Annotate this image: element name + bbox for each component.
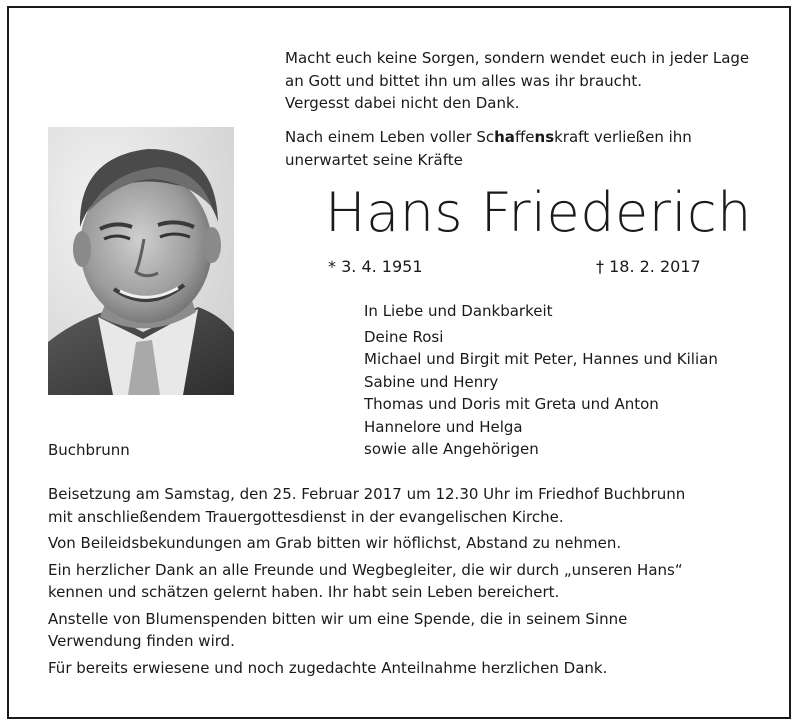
- deceased-name: Hans Friederich: [325, 181, 752, 244]
- funeral-info: [48, 483, 685, 528]
- donation-info: [48, 608, 685, 653]
- portrait-photo: [48, 127, 234, 395]
- intro-bold-segment: ha: [494, 128, 515, 146]
- mourner-entry: sowie alle Angehörigen: [364, 440, 539, 458]
- verse-line: Vergesst dabei nicht den Dank.: [285, 94, 520, 112]
- birth-date: * 3. 4. 1951: [328, 257, 423, 276]
- mourner-entry: Thomas und Doris mit Greta und Anton: [364, 395, 659, 413]
- note-line: Verwendung finden wird.: [48, 632, 235, 650]
- note-line: Für bereits erwiesene und noch zugedachte Anteilnahme herzlichen Dank.: [48, 658, 608, 677]
- note-line: Von Beileidsbekundungen am Grab bitten wir höflichst, Abstand zu nehmen.: [48, 534, 622, 552]
- note-line: Ein herzlicher Dank an alle Freunde und Wegbegleiter, die wir durch „unseren Hans“: [48, 560, 683, 579]
- thanks-info: [48, 559, 685, 604]
- closing-thanks: [48, 657, 685, 680]
- portrait-illustration: [48, 127, 234, 395]
- intro-segment: kraft verließen ihn: [554, 128, 692, 146]
- mourners-heading: In Liebe und Dankbarkeit: [364, 302, 553, 320]
- funeral-notes: [48, 483, 685, 683]
- intro-line-2: unerwartet seine Kräfte: [285, 150, 463, 169]
- hometown: Buchbrunn: [48, 441, 130, 459]
- mourners-list: [364, 300, 718, 461]
- mourner-entry: Sabine und Henry: [364, 372, 499, 391]
- intro-text: [285, 126, 692, 171]
- intro-line-1: [285, 126, 692, 149]
- intro-segment: Nach einem Leben voller Sc: [285, 128, 495, 146]
- note-line: Anstelle von Blumenspenden bitten wir um eine Spende, die in seinem Sinne: [48, 609, 628, 628]
- verse-line: an Gott und bittet ihn um alles was ihr braucht.: [285, 71, 643, 90]
- verse-line: Macht euch keine Sorgen, sondern wendet euch in jeder Lage: [285, 49, 750, 67]
- mourner-entry: Hannelore und Helga: [364, 417, 523, 436]
- note-line: kennen und schätzen gelernt haben. Ihr habt sein Leben bereichert.: [48, 583, 560, 601]
- condolence-info: [48, 532, 685, 555]
- intro-bold-segment: ns: [534, 128, 555, 146]
- mourner-entry: Deine Rosi: [364, 327, 444, 346]
- bible-verse: [285, 47, 749, 115]
- note-line: mit anschließendem Trauergottesdienst in der evangelischen Kirche.: [48, 507, 564, 526]
- mourner-entry: Michael und Birgit mit Peter, Hannes und Kilian: [364, 350, 718, 368]
- note-line: Beisetzung am Samstag, den 25. Februar 2017 um 12.30 Uhr im Friedhof Buchbrunn: [48, 485, 686, 503]
- death-date: † 18. 2. 2017: [596, 257, 701, 276]
- intro-segment: ffe: [514, 128, 535, 146]
